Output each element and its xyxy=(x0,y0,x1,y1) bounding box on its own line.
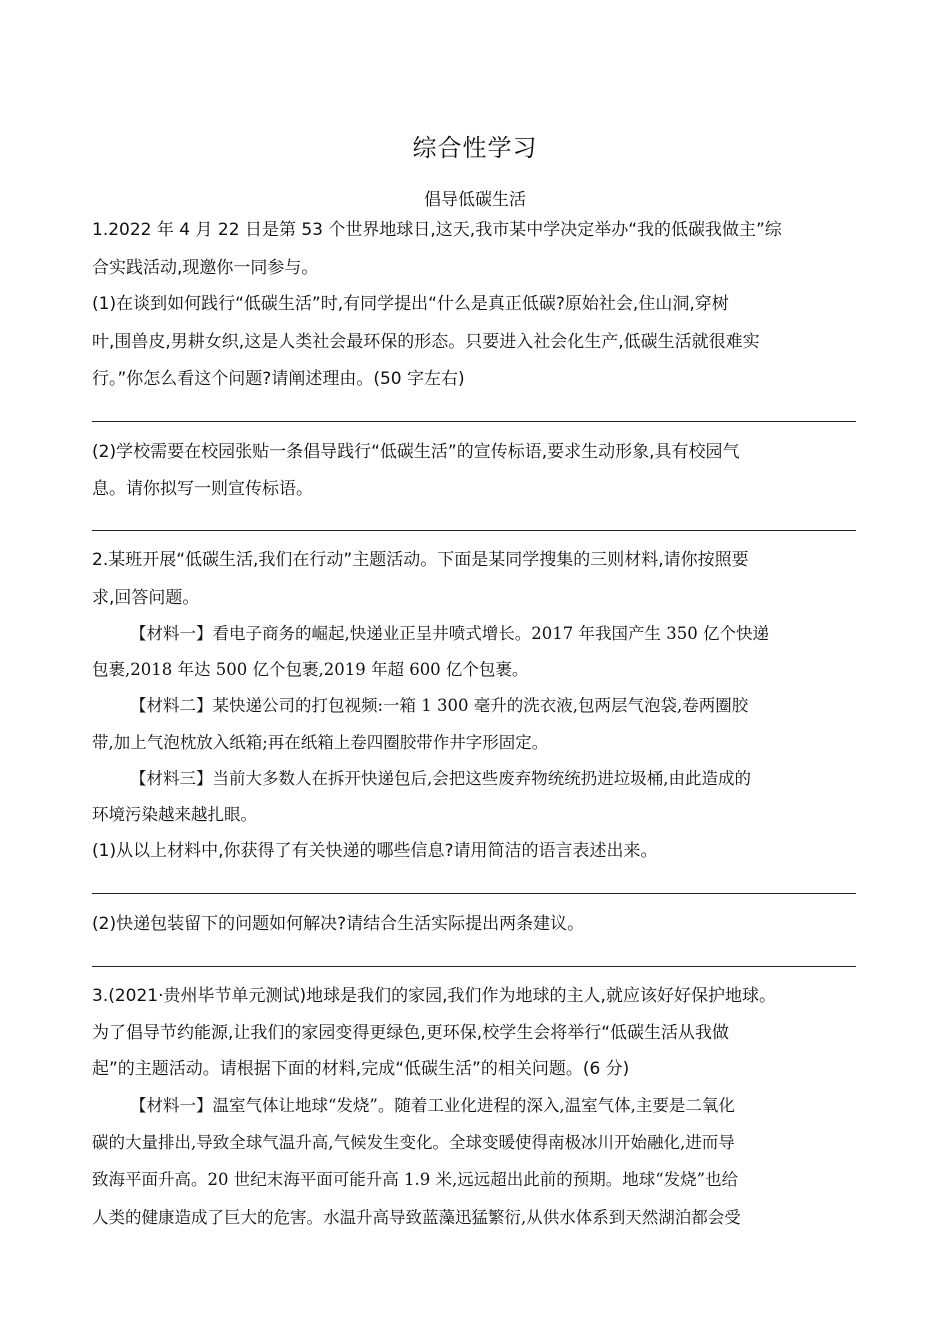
question-2-part-2: (2)快递包装留下的问题如何解决?请结合生活实际提出两条建议。 xyxy=(92,914,585,934)
question-3-text: 3.(2021·贵州毕节单元测试)地球是我们的家园,我们作为地球的主人,就应该好好保护地球。 xyxy=(92,986,776,1006)
answer-line[interactable] xyxy=(92,530,856,531)
material-1: 【材料一】温室气体让地球“发烧”。随着工业化进程的深入,温室气体,主要是二氧化 xyxy=(130,1096,735,1115)
question-1-part-1: 行。”你怎么看这个问题?请阐述理由。(50 字左右) xyxy=(92,369,465,389)
question-1-text: 合实践活动,现邀你一同参与。 xyxy=(92,258,319,278)
answer-line[interactable] xyxy=(92,893,856,894)
question-3-text: 为了倡导节约能源,让我们的家园变得更绿色,更环保,校学生会将举行“低碳生活从我做 xyxy=(92,1023,730,1043)
question-1-part-1: 叶,围兽皮,男耕女织,这是人类社会最环保的形态。只要进入社会化生产,低碳生活就很难实 xyxy=(92,332,760,352)
material-1: 【材料一】看电子商务的崛起,快递业正呈井喷式增长。2017 年我国产生 350 亿个快递 xyxy=(130,624,769,643)
question-1-part-2: 息。请你拟写一则宣传标语。 xyxy=(92,479,313,499)
question-1-part-1: (1)在谈到如何践行“低碳生活”时,有同学提出“什么是真正低碳?原始社会,住山洞,穿树 xyxy=(92,294,729,314)
question-1-text: 1.2022 年 4 月 22 日是第 53 个世界地球日,这天,我市某中学决定举办“我的低碳我做主”综 xyxy=(92,220,782,240)
question-1-part-2: (2)学校需要在校园张贴一条倡导践行“低碳生活”的宣传标语,要求生动形象,具有校园气 xyxy=(92,442,740,462)
material-2: 带,加上气泡枕放入纸箱;再在纸箱上卷四圈胶带作井字形固定。 xyxy=(92,733,549,752)
material-1: 碳的大量排出,导致全球气温升高,气候发生变化。全球变暖使得南极冰川开始融化,进而导 xyxy=(92,1133,735,1152)
material-3: 环境污染越来越扎眼。 xyxy=(92,805,257,824)
material-1: 包裹,2018 年达 500 亿个包裹,2019 年超 600 亿个包裹。 xyxy=(92,660,529,679)
answer-line[interactable] xyxy=(92,421,856,422)
section-subtitle: 倡导低碳生活 xyxy=(424,190,526,210)
question-2-text: 求,回答问题。 xyxy=(92,588,200,608)
page-title: 综合性学习 xyxy=(412,134,538,162)
material-1: 致海平面升高。20 世纪末海平面可能升高 1.9 米,远远超出此前的预期。地球“发烧”也给 xyxy=(92,1170,739,1189)
question-2-part-1: (1)从以上材料中,你获得了有关快递的哪些信息?请用简洁的语言表述出来。 xyxy=(92,841,658,861)
question-3-text: 起”的主题活动。请根据下面的材料,完成“低碳生活”的相关问题。(6 分) xyxy=(92,1059,630,1079)
material-2: 【材料二】某快递公司的打包视频:一箱 1 300 毫升的洗衣液,包两层气泡袋,卷两圈胶 xyxy=(130,696,749,715)
material-1: 人类的健康造成了巨大的危害。水温升高导致蓝藻迅猛繁衍,从供水体系到天然湖泊都会受 xyxy=(92,1208,741,1227)
question-2-text: 2.某班开展“低碳生活,我们在行动”主题活动。下面是某同学搜集的三则材料,请你按照要 xyxy=(92,550,749,570)
material-3: 【材料三】当前大多数人在拆开快递包后,会把这些废弃物统统扔进垃圾桶,由此造成的 xyxy=(130,769,751,788)
answer-line[interactable] xyxy=(92,966,856,967)
